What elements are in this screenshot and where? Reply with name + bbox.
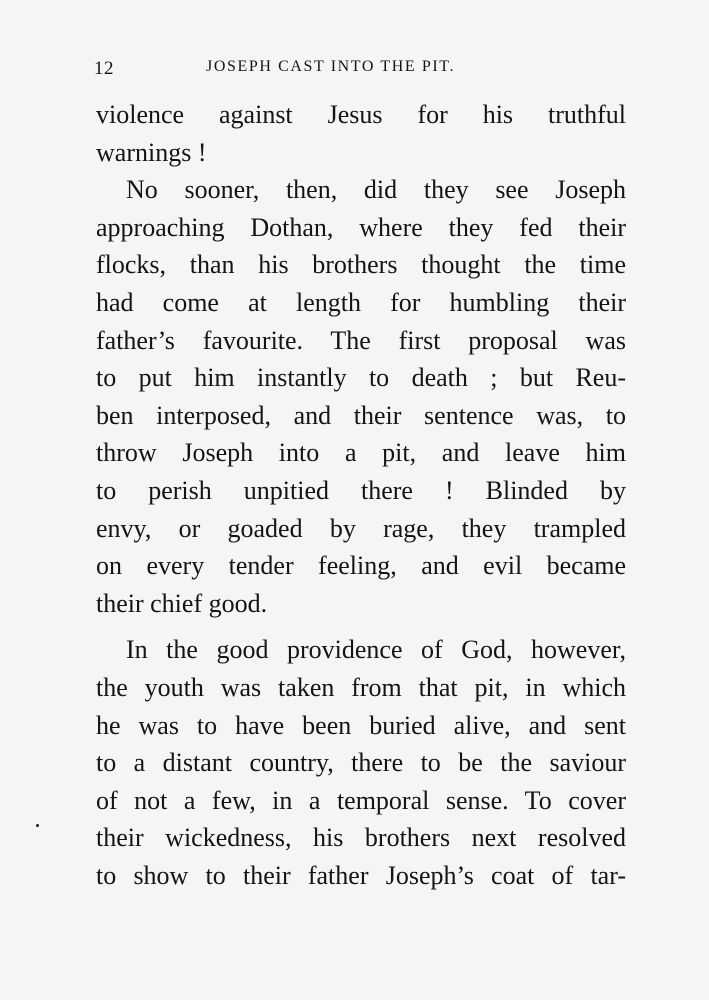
text-line: ben interposed, and their sentence was, to [96,400,626,430]
paragraph-gap [96,622,626,631]
text-line: the youth was taken from that pit, in which [96,672,626,702]
text-line: to a distant country, there to be the saviour [96,748,626,778]
text-line: throw Joseph into a pit, and leave him [96,438,626,468]
text-line: envy, or goaded by rage, they trampled [96,513,626,543]
paragraph-2 [96,171,626,622]
text-line: of not a few, in a temporal sense. To cover [96,785,626,815]
print-speck [36,824,39,827]
text-line: No sooner, then, did they see Joseph [126,175,626,205]
text-line: to show to their father Joseph’s coat of tar- [96,860,626,890]
paragraph-1 [96,96,626,171]
running-head [94,58,624,82]
text-line: to perish unpitied there ! Blinded by [96,475,626,505]
text-line: to put him instantly to death ; but Reu- [96,363,626,393]
text-line: warnings ! [96,137,207,167]
text-line: their wickedness, his brothers next resolved [96,823,626,853]
text-line: their chief good. [96,588,268,618]
body-text [96,96,626,894]
page-number: 12 [94,58,114,79]
text-line: had come at length for humbling their [96,287,626,317]
text-line: violence against Jesus for his truthful [96,100,626,129]
text-line: approaching Dothan, where they fed their [96,212,626,242]
text-line: flocks, than his brothers thought the time [96,250,626,280]
text-line: on every tender feeling, and evil became [96,551,626,581]
text-line: he was to have been buried alive, and sent [96,710,626,740]
running-title: JOSEPH CAST INTO THE PIT. [206,58,456,75]
text-line: In the good providence of God, however, [126,635,626,665]
paragraph-3 [96,631,626,894]
text-line: father’s favourite. The first proposal was [96,325,626,355]
